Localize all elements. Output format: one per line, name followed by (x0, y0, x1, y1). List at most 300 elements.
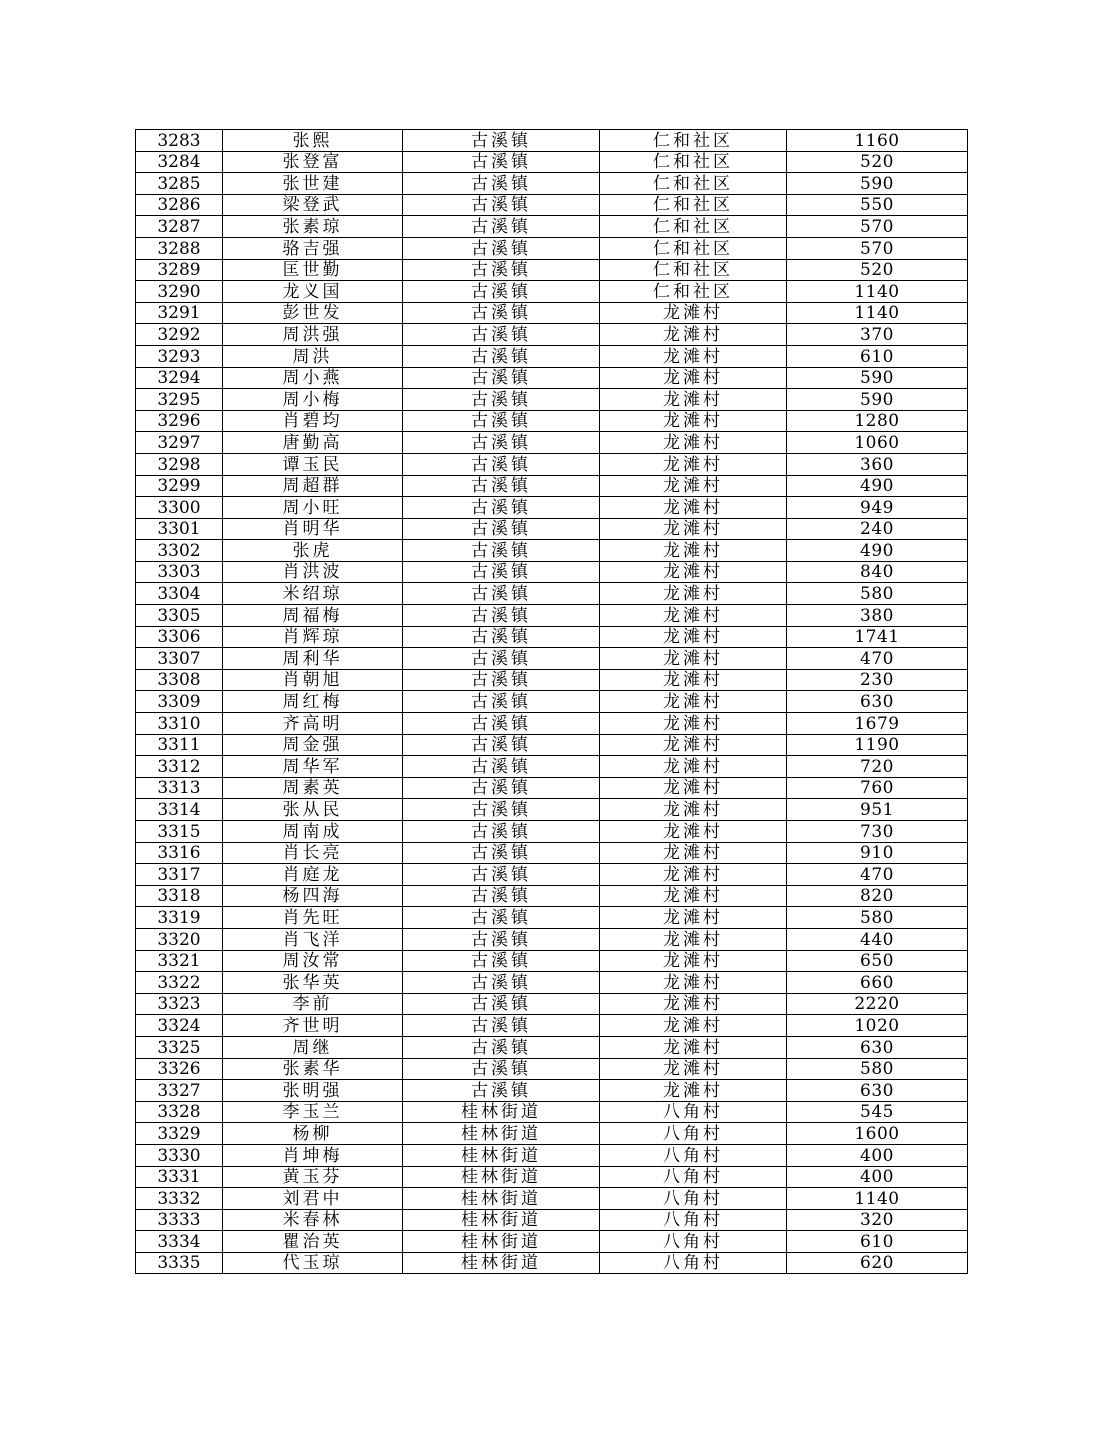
cell-village: 龙滩村 (600, 432, 787, 454)
cell-town: 古溪镇 (403, 950, 600, 972)
cell-person-name: 肖洪波 (223, 561, 403, 583)
cell-serial-number: 3318 (136, 885, 223, 907)
cell-serial-number: 3329 (136, 1123, 223, 1145)
cell-village: 仁和社区 (600, 173, 787, 195)
cell-person-name: 唐勤高 (223, 432, 403, 454)
cell-village: 龙滩村 (600, 691, 787, 713)
cell-village: 龙滩村 (600, 324, 787, 346)
cell-town: 桂林街道 (403, 1231, 600, 1253)
table-row (136, 1036, 968, 1058)
cell-serial-number: 3321 (136, 950, 223, 972)
cell-town: 古溪镇 (403, 864, 600, 886)
cell-person-name: 张登富 (223, 151, 403, 173)
cell-person-name: 黄玉芬 (223, 1166, 403, 1188)
cell-person-name: 瞿治英 (223, 1231, 403, 1253)
cell-amount: 580 (787, 1058, 968, 1080)
cell-village: 龙滩村 (600, 1058, 787, 1080)
cell-town: 古溪镇 (403, 194, 600, 216)
cell-amount: 1140 (787, 302, 968, 324)
table-row (136, 540, 968, 562)
cell-amount: 1020 (787, 1015, 968, 1037)
cell-person-name: 张素华 (223, 1058, 403, 1080)
cell-town: 古溪镇 (403, 173, 600, 195)
cell-amount: 545 (787, 1101, 968, 1123)
cell-village: 龙滩村 (600, 475, 787, 497)
table-row (136, 518, 968, 540)
cell-serial-number: 3324 (136, 1015, 223, 1037)
cell-person-name: 肖朝旭 (223, 669, 403, 691)
cell-town: 古溪镇 (403, 972, 600, 994)
table-row (136, 281, 968, 303)
table-row (136, 1231, 968, 1253)
cell-serial-number: 3303 (136, 561, 223, 583)
table-row (136, 1252, 968, 1274)
cell-amount: 1140 (787, 1188, 968, 1210)
cell-village: 龙滩村 (600, 626, 787, 648)
cell-person-name: 周南成 (223, 821, 403, 843)
cell-amount: 720 (787, 756, 968, 778)
cell-amount: 470 (787, 648, 968, 670)
table-row (136, 777, 968, 799)
table-row (136, 259, 968, 281)
table-row (136, 821, 968, 843)
cell-village: 龙滩村 (600, 367, 787, 389)
cell-serial-number: 3283 (136, 130, 223, 152)
cell-town: 古溪镇 (403, 410, 600, 432)
cell-serial-number: 3290 (136, 281, 223, 303)
cell-town: 古溪镇 (403, 756, 600, 778)
table-row (136, 799, 968, 821)
cell-town: 古溪镇 (403, 885, 600, 907)
cell-village: 龙滩村 (600, 885, 787, 907)
cell-village: 龙滩村 (600, 648, 787, 670)
cell-town: 古溪镇 (403, 821, 600, 843)
table-row (136, 842, 968, 864)
cell-town: 古溪镇 (403, 518, 600, 540)
cell-person-name: 肖庭龙 (223, 864, 403, 886)
cell-village: 龙滩村 (600, 1080, 787, 1102)
cell-town: 古溪镇 (403, 237, 600, 259)
cell-amount: 650 (787, 950, 968, 972)
cell-person-name: 张熙 (223, 130, 403, 152)
cell-serial-number: 3289 (136, 259, 223, 281)
cell-village: 八角村 (600, 1144, 787, 1166)
cell-amount: 440 (787, 928, 968, 950)
table-row (136, 237, 968, 259)
cell-amount: 1600 (787, 1123, 968, 1145)
cell-person-name: 肖坤梅 (223, 1144, 403, 1166)
cell-village: 龙滩村 (600, 518, 787, 540)
table-row (136, 626, 968, 648)
cell-serial-number: 3300 (136, 497, 223, 519)
cell-person-name: 米绍琼 (223, 583, 403, 605)
cell-serial-number: 3298 (136, 453, 223, 475)
cell-serial-number: 3330 (136, 1144, 223, 1166)
cell-village: 龙滩村 (600, 389, 787, 411)
cell-person-name: 肖辉琼 (223, 626, 403, 648)
cell-town: 古溪镇 (403, 1080, 600, 1102)
cell-amount: 610 (787, 1231, 968, 1253)
cell-town: 桂林街道 (403, 1101, 600, 1123)
cell-town: 古溪镇 (403, 605, 600, 627)
cell-town: 古溪镇 (403, 691, 600, 713)
table-row (136, 173, 968, 195)
cell-town: 古溪镇 (403, 130, 600, 152)
cell-amount: 1741 (787, 626, 968, 648)
table-row (136, 410, 968, 432)
cell-serial-number: 3325 (136, 1036, 223, 1058)
cell-person-name: 周利华 (223, 648, 403, 670)
cell-village: 八角村 (600, 1231, 787, 1253)
cell-village: 仁和社区 (600, 259, 787, 281)
cell-serial-number: 3317 (136, 864, 223, 886)
cell-serial-number: 3320 (136, 928, 223, 950)
cell-village: 仁和社区 (600, 194, 787, 216)
cell-serial-number: 3315 (136, 821, 223, 843)
cell-serial-number: 3313 (136, 777, 223, 799)
table-row (136, 1144, 968, 1166)
cell-serial-number: 3311 (136, 734, 223, 756)
cell-person-name: 张虎 (223, 540, 403, 562)
cell-village: 仁和社区 (600, 237, 787, 259)
table-row (136, 713, 968, 735)
cell-village: 龙滩村 (600, 302, 787, 324)
cell-person-name: 肖飞洋 (223, 928, 403, 950)
cell-village: 龙滩村 (600, 842, 787, 864)
cell-village: 龙滩村 (600, 713, 787, 735)
table-row (136, 1015, 968, 1037)
cell-serial-number: 3335 (136, 1252, 223, 1274)
cell-serial-number: 3316 (136, 842, 223, 864)
cell-town: 古溪镇 (403, 367, 600, 389)
table-row (136, 389, 968, 411)
cell-town: 古溪镇 (403, 734, 600, 756)
cell-serial-number: 3305 (136, 605, 223, 627)
cell-serial-number: 3307 (136, 648, 223, 670)
cell-village: 仁和社区 (600, 216, 787, 238)
cell-serial-number: 3331 (136, 1166, 223, 1188)
cell-town: 古溪镇 (403, 928, 600, 950)
cell-village: 龙滩村 (600, 410, 787, 432)
cell-person-name: 李前 (223, 993, 403, 1015)
table-row (136, 648, 968, 670)
table-row (136, 151, 968, 173)
cell-amount: 610 (787, 345, 968, 367)
cell-amount: 570 (787, 216, 968, 238)
cell-town: 古溪镇 (403, 324, 600, 346)
cell-village: 龙滩村 (600, 561, 787, 583)
table-row (136, 367, 968, 389)
cell-person-name: 周小旺 (223, 497, 403, 519)
cell-village: 龙滩村 (600, 540, 787, 562)
cell-village: 仁和社区 (600, 281, 787, 303)
cell-amount: 620 (787, 1252, 968, 1274)
cell-serial-number: 3332 (136, 1188, 223, 1210)
cell-town: 古溪镇 (403, 389, 600, 411)
table-row (136, 583, 968, 605)
cell-amount: 400 (787, 1166, 968, 1188)
cell-person-name: 骆吉强 (223, 237, 403, 259)
cell-person-name: 齐高明 (223, 713, 403, 735)
cell-person-name: 杨四海 (223, 885, 403, 907)
cell-person-name: 齐世明 (223, 1015, 403, 1037)
cell-person-name: 周素英 (223, 777, 403, 799)
cell-amount: 630 (787, 1036, 968, 1058)
table-row (136, 928, 968, 950)
table-row (136, 1123, 968, 1145)
cell-town: 古溪镇 (403, 432, 600, 454)
cell-town: 古溪镇 (403, 583, 600, 605)
cell-village: 龙滩村 (600, 497, 787, 519)
cell-person-name: 周汝常 (223, 950, 403, 972)
cell-serial-number: 3323 (136, 993, 223, 1015)
cell-amount: 730 (787, 821, 968, 843)
cell-person-name: 周金强 (223, 734, 403, 756)
cell-town: 桂林街道 (403, 1188, 600, 1210)
table-row (136, 194, 968, 216)
cell-amount: 840 (787, 561, 968, 583)
table-row (136, 216, 968, 238)
cell-person-name: 周福梅 (223, 605, 403, 627)
table-row (136, 561, 968, 583)
cell-serial-number: 3295 (136, 389, 223, 411)
cell-village: 龙滩村 (600, 777, 787, 799)
cell-person-name: 周红梅 (223, 691, 403, 713)
cell-village: 八角村 (600, 1101, 787, 1123)
cell-amount: 490 (787, 475, 968, 497)
cell-person-name: 周继 (223, 1036, 403, 1058)
cell-serial-number: 3314 (136, 799, 223, 821)
cell-village: 龙滩村 (600, 756, 787, 778)
cell-village: 龙滩村 (600, 799, 787, 821)
cell-person-name: 匡世勤 (223, 259, 403, 281)
table-row (136, 1209, 968, 1231)
cell-town: 桂林街道 (403, 1252, 600, 1274)
cell-serial-number: 3301 (136, 518, 223, 540)
table-row (136, 475, 968, 497)
table-row (136, 345, 968, 367)
cell-amount: 470 (787, 864, 968, 886)
cell-serial-number: 3334 (136, 1231, 223, 1253)
cell-serial-number: 3296 (136, 410, 223, 432)
cell-serial-number: 3292 (136, 324, 223, 346)
cell-amount: 580 (787, 907, 968, 929)
cell-town: 古溪镇 (403, 907, 600, 929)
cell-person-name: 张从民 (223, 799, 403, 821)
cell-village: 龙滩村 (600, 993, 787, 1015)
cell-village: 龙滩村 (600, 605, 787, 627)
cell-town: 古溪镇 (403, 540, 600, 562)
table-row (136, 497, 968, 519)
cell-amount: 1190 (787, 734, 968, 756)
cell-person-name: 彭世发 (223, 302, 403, 324)
cell-amount: 590 (787, 173, 968, 195)
cell-amount: 590 (787, 389, 968, 411)
cell-amount: 230 (787, 669, 968, 691)
cell-person-name: 谭玉民 (223, 453, 403, 475)
cell-person-name: 梁登武 (223, 194, 403, 216)
table-row (136, 432, 968, 454)
cell-amount: 520 (787, 259, 968, 281)
cell-serial-number: 3284 (136, 151, 223, 173)
cell-person-name: 周超群 (223, 475, 403, 497)
cell-town: 古溪镇 (403, 799, 600, 821)
cell-amount: 360 (787, 453, 968, 475)
cell-person-name: 肖碧均 (223, 410, 403, 432)
cell-person-name: 李玉兰 (223, 1101, 403, 1123)
table-row (136, 1166, 968, 1188)
cell-serial-number: 3326 (136, 1058, 223, 1080)
cell-town: 古溪镇 (403, 216, 600, 238)
cell-amount: 630 (787, 1080, 968, 1102)
cell-amount: 949 (787, 497, 968, 519)
table-row (136, 864, 968, 886)
cell-town: 古溪镇 (403, 669, 600, 691)
table-row (136, 993, 968, 1015)
cell-town: 古溪镇 (403, 302, 600, 324)
cell-village: 八角村 (600, 1166, 787, 1188)
cell-town: 桂林街道 (403, 1123, 600, 1145)
cell-amount: 380 (787, 605, 968, 627)
cell-village: 龙滩村 (600, 1036, 787, 1058)
table-body (136, 130, 968, 1274)
cell-amount: 240 (787, 518, 968, 540)
cell-town: 古溪镇 (403, 1036, 600, 1058)
cell-village: 龙滩村 (600, 821, 787, 843)
cell-village: 仁和社区 (600, 151, 787, 173)
cell-amount: 630 (787, 691, 968, 713)
cell-village: 龙滩村 (600, 1015, 787, 1037)
cell-person-name: 张素琼 (223, 216, 403, 238)
cell-town: 古溪镇 (403, 1015, 600, 1037)
cell-amount: 760 (787, 777, 968, 799)
cell-serial-number: 3306 (136, 626, 223, 648)
cell-village: 龙滩村 (600, 583, 787, 605)
cell-village: 龙滩村 (600, 972, 787, 994)
cell-amount: 1060 (787, 432, 968, 454)
cell-amount: 1280 (787, 410, 968, 432)
table-row (136, 734, 968, 756)
cell-village: 龙滩村 (600, 734, 787, 756)
cell-town: 古溪镇 (403, 345, 600, 367)
table-row (136, 972, 968, 994)
cell-person-name: 张明强 (223, 1080, 403, 1102)
cell-serial-number: 3312 (136, 756, 223, 778)
cell-village: 龙滩村 (600, 928, 787, 950)
cell-serial-number: 3309 (136, 691, 223, 713)
table-row (136, 669, 968, 691)
cell-village: 八角村 (600, 1209, 787, 1231)
cell-person-name: 米春林 (223, 1209, 403, 1231)
cell-village: 八角村 (600, 1188, 787, 1210)
cell-serial-number: 3310 (136, 713, 223, 735)
cell-town: 古溪镇 (403, 648, 600, 670)
cell-serial-number: 3327 (136, 1080, 223, 1102)
cell-amount: 2220 (787, 993, 968, 1015)
table-row (136, 1058, 968, 1080)
cell-amount: 660 (787, 972, 968, 994)
cell-person-name: 刘君中 (223, 1188, 403, 1210)
cell-serial-number: 3299 (136, 475, 223, 497)
cell-amount: 370 (787, 324, 968, 346)
data-table (135, 129, 968, 1274)
cell-town: 古溪镇 (403, 259, 600, 281)
cell-village: 龙滩村 (600, 453, 787, 475)
cell-serial-number: 3294 (136, 367, 223, 389)
table-row (136, 302, 968, 324)
cell-town: 古溪镇 (403, 777, 600, 799)
cell-amount: 490 (787, 540, 968, 562)
cell-village: 八角村 (600, 1123, 787, 1145)
cell-amount: 1679 (787, 713, 968, 735)
cell-amount: 320 (787, 1209, 968, 1231)
table-row (136, 324, 968, 346)
cell-person-name: 周洪强 (223, 324, 403, 346)
cell-town: 桂林街道 (403, 1144, 600, 1166)
cell-town: 古溪镇 (403, 626, 600, 648)
cell-town: 古溪镇 (403, 842, 600, 864)
cell-amount: 570 (787, 237, 968, 259)
cell-serial-number: 3319 (136, 907, 223, 929)
cell-serial-number: 3308 (136, 669, 223, 691)
cell-person-name: 周洪 (223, 345, 403, 367)
table-row (136, 950, 968, 972)
cell-serial-number: 3304 (136, 583, 223, 605)
cell-amount: 400 (787, 1144, 968, 1166)
table-row (136, 605, 968, 627)
cell-amount: 1140 (787, 281, 968, 303)
cell-amount: 820 (787, 885, 968, 907)
cell-serial-number: 3333 (136, 1209, 223, 1231)
cell-town: 古溪镇 (403, 993, 600, 1015)
table-row (136, 130, 968, 152)
cell-village: 龙滩村 (600, 864, 787, 886)
cell-serial-number: 3291 (136, 302, 223, 324)
cell-town: 桂林街道 (403, 1209, 600, 1231)
cell-town: 古溪镇 (403, 453, 600, 475)
cell-person-name: 周华军 (223, 756, 403, 778)
cell-serial-number: 3322 (136, 972, 223, 994)
cell-person-name: 肖明华 (223, 518, 403, 540)
cell-village: 龙滩村 (600, 669, 787, 691)
cell-village: 龙滩村 (600, 907, 787, 929)
cell-village: 龙滩村 (600, 345, 787, 367)
cell-serial-number: 3287 (136, 216, 223, 238)
cell-serial-number: 3285 (136, 173, 223, 195)
cell-town: 古溪镇 (403, 281, 600, 303)
cell-serial-number: 3302 (136, 540, 223, 562)
cell-person-name: 龙义国 (223, 281, 403, 303)
table-row (136, 453, 968, 475)
cell-town: 古溪镇 (403, 713, 600, 735)
table-row (136, 1101, 968, 1123)
cell-amount: 580 (787, 583, 968, 605)
cell-serial-number: 3286 (136, 194, 223, 216)
table-row (136, 885, 968, 907)
cell-serial-number: 3328 (136, 1101, 223, 1123)
table-row (136, 756, 968, 778)
cell-person-name: 张世建 (223, 173, 403, 195)
cell-serial-number: 3288 (136, 237, 223, 259)
cell-person-name: 周小燕 (223, 367, 403, 389)
cell-town: 桂林街道 (403, 1166, 600, 1188)
cell-serial-number: 3297 (136, 432, 223, 454)
table-row (136, 1188, 968, 1210)
cell-person-name: 周小梅 (223, 389, 403, 411)
cell-amount: 550 (787, 194, 968, 216)
cell-village: 八角村 (600, 1252, 787, 1274)
cell-amount: 951 (787, 799, 968, 821)
